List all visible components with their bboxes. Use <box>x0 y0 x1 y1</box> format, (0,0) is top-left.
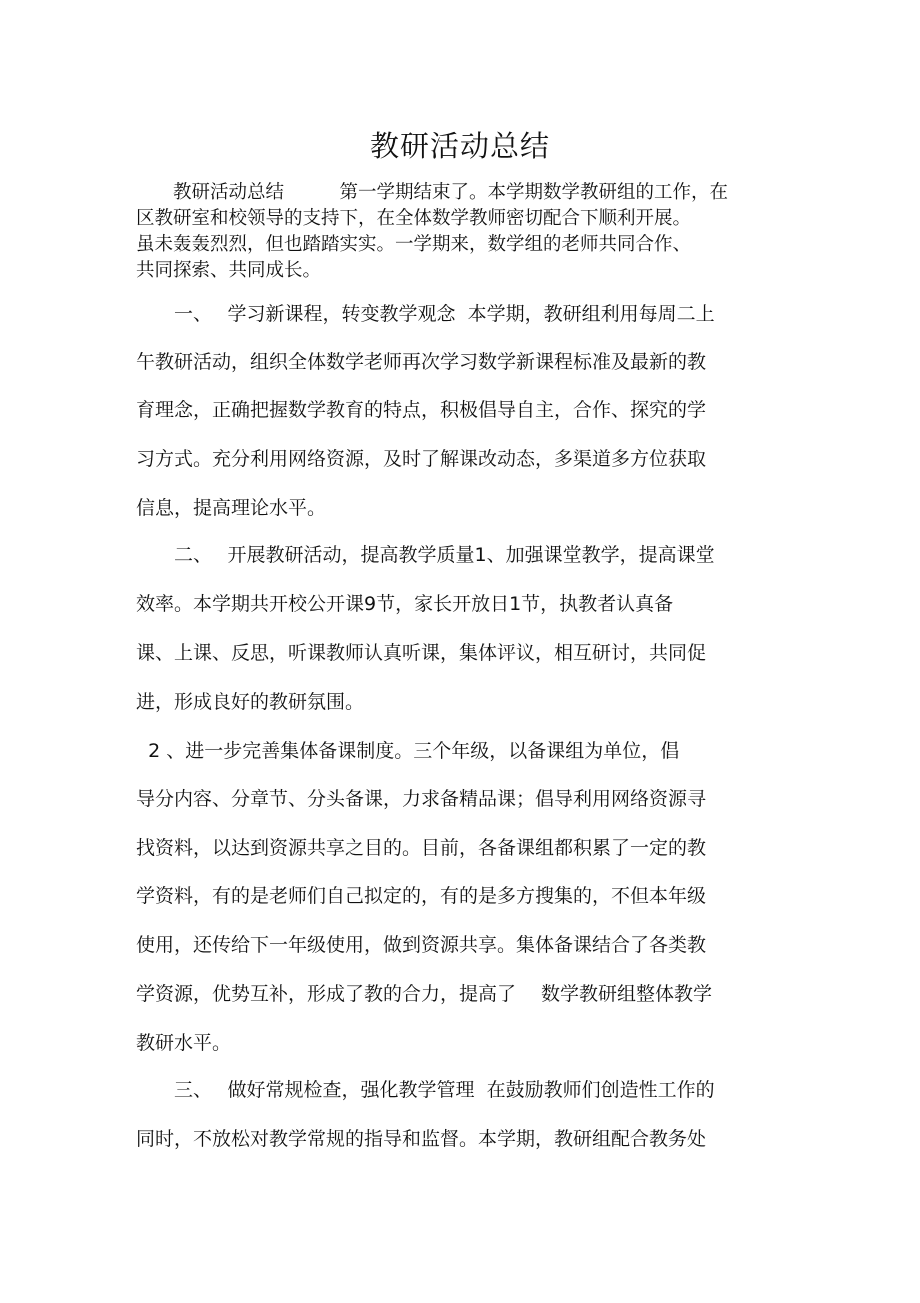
body-line: 三、 做好常规检查，强化教学管理 在鼓励教师们创造性工作的 <box>136 1079 715 1101</box>
body-line: 习方式。充分利用网络资源，及时了解课改动态，多渠道多方位获取 <box>136 448 707 470</box>
body-line: 同时，不放松对教学常规的指导和监督。本学期，教研组配合教务处 <box>136 1128 707 1150</box>
body-line: 使用，还传给下一年级使用，做到资源共享。集体备课结合了各类教 <box>136 934 707 956</box>
body-line: 找资料，以达到资源共享之目的。目前，各备课组都积累了一定的教 <box>136 837 707 859</box>
intro-line: 教研活动总结 第一学期结束了。本学期数学教研组的工作，在 <box>136 182 729 203</box>
intro-line: 虽未轰轰烈烈，但也踏踏实实。一学期来，数学组的老师共同合作、 <box>136 234 692 255</box>
intro-line: 区教研室和校领导的支持下，在全体数学教师密切配合下顺利开展。 <box>136 208 692 229</box>
body-line: 教研水平。 <box>136 1032 232 1054</box>
document-title: 教研活动总结 <box>369 129 550 163</box>
body-line: 一、 学习新课程，转变教学观念 本学期，教研组利用每周二上 <box>136 303 715 325</box>
body-line: 效率。本学期共开校公开课9节，家长开放日1节，执教者认真备 <box>136 593 674 615</box>
body-line: 导分内容、分章节、分头备课，力求备精品课；倡导利用网络资源寻 <box>136 788 707 810</box>
intro-line: 共同探索、共同成长。 <box>136 260 322 281</box>
body-line: 二、 开展教研活动，提高教学质量1、加强课堂教学，提高课堂 <box>136 544 715 566</box>
body-line: 育理念，正确把握数学教育的特点，积极倡导自主，合作、探究的学 <box>136 399 707 421</box>
body-line: 进，形成良好的教研氛围。 <box>136 691 365 713</box>
body-line: 学资源，优势互补，形成了教的合力，提高了 数学教研组整体教学 <box>136 983 713 1005</box>
body-line: 2 、进一步完善集体备课制度。三个年级，以备课组为单位，倡 <box>136 740 680 762</box>
body-line: 学资料，有的是老师们自己拟定的，有的是多方搜集的，不但本年级 <box>136 885 707 907</box>
body-line: 午教研活动，组织全体数学老师再次学习数学新课程标准及最新的教 <box>136 351 707 373</box>
body-line: 课、上课、反思，听课教师认真听课，集体评议，相互研讨，共同促 <box>136 642 707 664</box>
body-line: 信息，提高理论水平。 <box>136 497 327 519</box>
